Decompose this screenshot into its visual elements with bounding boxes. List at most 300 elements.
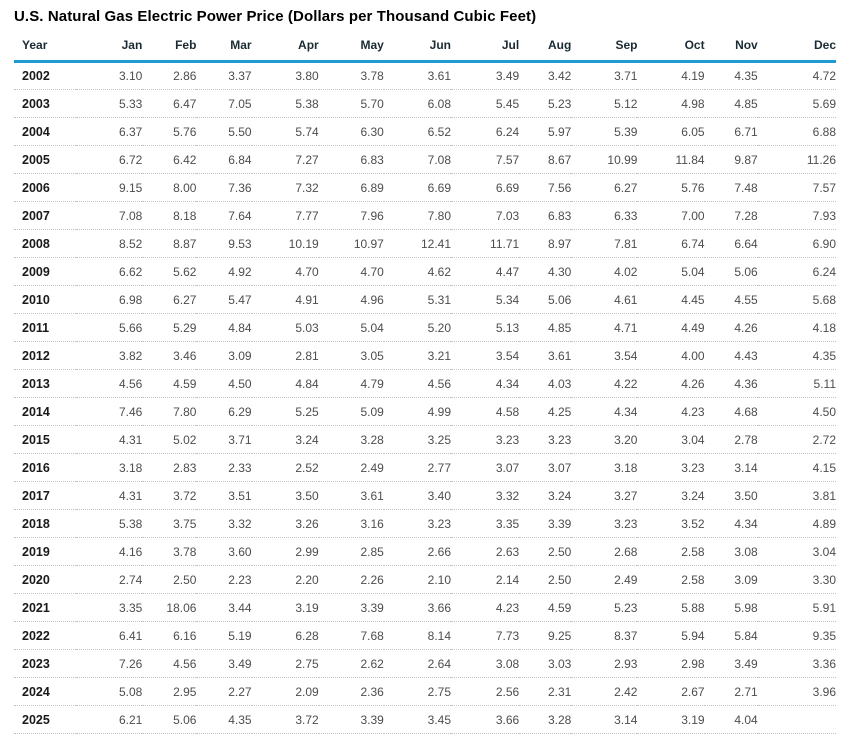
table-row	[14, 174, 836, 202]
value-cell: 5.62	[173, 264, 197, 279]
year-cell: 2005	[22, 152, 50, 167]
table-row	[14, 706, 836, 734]
value-cell: 8.18	[173, 208, 197, 223]
table-row	[14, 258, 836, 286]
value-cell: 5.38	[118, 516, 143, 531]
year-cell: 2015	[22, 432, 50, 447]
value-cell: 2.33	[228, 460, 252, 475]
table-row	[14, 426, 836, 454]
value-cell: 4.56	[118, 376, 143, 391]
value-cell: 7.80	[173, 404, 197, 419]
year-cell: 2011	[22, 320, 50, 335]
value-cell: 6.41	[118, 628, 143, 643]
value-cell: 3.16	[360, 516, 384, 531]
value-cell: 4.84	[295, 376, 319, 391]
value-cell: 8.00	[173, 180, 197, 195]
value-cell: 3.80	[295, 69, 319, 83]
year-cell: 2014	[22, 404, 50, 419]
value-cell: 6.24	[812, 264, 836, 279]
value-cell: 3.78	[360, 69, 384, 83]
value-cell: 7.48	[734, 180, 758, 195]
value-cell: 2.14	[495, 572, 520, 587]
value-cell: 5.76	[173, 124, 197, 139]
value-cell: 2.10	[427, 572, 452, 587]
value-cell: 2.75	[427, 684, 452, 699]
value-cell: 6.16	[173, 628, 197, 643]
table-row	[14, 482, 836, 510]
value-cell: 7.96	[360, 208, 384, 223]
value-cell: 2.31	[547, 684, 572, 699]
value-cell: 7.68	[360, 628, 384, 643]
value-cell: 2.68	[614, 544, 638, 559]
value-cell: 3.04	[681, 432, 705, 447]
table-row	[14, 118, 836, 146]
value-cell: 2.56	[495, 684, 520, 699]
value-cell: 4.61	[614, 292, 638, 307]
value-cell: 9.87	[734, 152, 758, 167]
value-cell: 3.05	[360, 348, 384, 363]
value-cell: 5.20	[427, 320, 452, 335]
value-cell: 2.72	[812, 432, 836, 447]
value-cell: 5.06	[173, 712, 197, 727]
year-cell: 2019	[22, 544, 50, 559]
value-cell: 6.52	[427, 124, 452, 139]
value-cell: 4.43	[734, 348, 758, 363]
value-cell: 5.38	[295, 96, 319, 111]
year-cell: 2013	[22, 376, 50, 391]
value-cell: 3.61	[360, 488, 384, 503]
table-row	[14, 650, 836, 678]
table-row	[14, 398, 836, 426]
value-cell: 4.34	[495, 376, 520, 391]
value-cell: 5.12	[614, 96, 638, 111]
table-row	[14, 62, 836, 90]
value-cell: 9.15	[118, 180, 143, 195]
value-cell: 9.25	[547, 628, 572, 643]
value-cell: 6.83	[360, 152, 384, 167]
value-cell: 11.71	[490, 236, 520, 251]
table-row	[14, 454, 836, 482]
value-cell: 5.34	[495, 292, 520, 307]
value-cell: 3.96	[812, 684, 836, 699]
value-cell: 4.18	[812, 320, 836, 335]
value-cell: 5.06	[547, 292, 572, 307]
value-cell: 4.96	[360, 292, 384, 307]
value-cell: 8.14	[427, 628, 452, 643]
year-cell: 2008	[22, 236, 50, 251]
value-cell: 6.30	[360, 124, 384, 139]
year-cell: 2006	[22, 180, 50, 195]
value-cell: 3.49	[495, 69, 520, 83]
value-cell: 3.08	[734, 544, 758, 559]
value-cell: 9.53	[228, 236, 252, 251]
value-cell: 4.59	[173, 376, 197, 391]
value-cell: 4.31	[118, 432, 143, 447]
table-row	[14, 286, 836, 314]
value-cell: 5.04	[360, 320, 384, 335]
value-cell: 3.25	[427, 432, 452, 447]
value-cell: 4.23	[681, 404, 705, 419]
col-header-jun: Jun	[384, 32, 451, 62]
value-cell: 3.21	[427, 348, 452, 363]
value-cell: 6.24	[495, 124, 520, 139]
value-cell: 6.90	[812, 236, 836, 251]
value-cell: 6.98	[118, 292, 143, 307]
value-cell: 2.64	[427, 656, 452, 671]
value-cell: 5.69	[812, 96, 836, 111]
value-cell: 2.09	[295, 684, 319, 699]
value-cell: 7.57	[812, 180, 836, 195]
value-cell: 2.98	[681, 656, 705, 671]
value-cell: 8.87	[173, 236, 197, 251]
value-cell: 5.33	[118, 96, 143, 111]
value-cell: 4.70	[360, 264, 384, 279]
value-cell: 5.11	[813, 376, 836, 391]
value-cell: 8.67	[547, 152, 572, 167]
value-cell: 4.31	[118, 488, 143, 503]
value-cell: 7.64	[228, 208, 252, 223]
year-cell: 2018	[22, 516, 50, 531]
table-row	[14, 538, 836, 566]
year-cell: 2023	[22, 656, 50, 671]
col-header-dec: Dec	[758, 32, 836, 62]
value-cell: 3.44	[228, 600, 252, 615]
value-cell: 4.58	[495, 404, 520, 419]
value-cell: 5.04	[681, 264, 705, 279]
col-header-jan: Jan	[76, 32, 142, 62]
value-cell: 3.81	[812, 488, 836, 503]
value-cell: 4.26	[734, 320, 758, 335]
year-cell: 2024	[22, 684, 50, 699]
value-cell: 7.36	[228, 180, 252, 195]
value-cell: 3.35	[495, 516, 520, 531]
value-cell: 6.08	[427, 96, 452, 111]
value-cell: 3.24	[295, 432, 319, 447]
value-cell: 3.37	[228, 69, 252, 83]
value-cell: 4.19	[681, 69, 705, 83]
value-cell: 3.50	[734, 488, 758, 503]
value-cell: 3.39	[360, 712, 384, 727]
value-cell: 2.20	[295, 572, 319, 587]
value-cell: 7.93	[812, 208, 836, 223]
value-cell: 7.00	[681, 208, 705, 223]
value-cell: 3.40	[427, 488, 452, 503]
value-cell: 5.06	[734, 264, 758, 279]
value-cell: 2.26	[360, 572, 384, 587]
value-cell: 3.39	[360, 600, 384, 615]
value-cell: 7.08	[427, 152, 452, 167]
value-cell: 4.50	[228, 376, 252, 391]
value-cell: 4.45	[681, 292, 705, 307]
value-cell: 5.76	[681, 180, 705, 195]
value-cell: 5.02	[173, 432, 197, 447]
year-cell: 2004	[22, 124, 50, 139]
year-cell: 2016	[22, 460, 50, 475]
value-cell: 6.69	[427, 180, 452, 195]
value-cell: 4.35	[812, 348, 836, 363]
value-cell: 4.84	[228, 320, 252, 335]
value-cell: 3.10	[118, 69, 143, 83]
value-cell: 5.29	[173, 320, 197, 335]
value-cell: 2.50	[547, 572, 572, 587]
value-cell: 4.34	[614, 404, 638, 419]
value-cell: 2.49	[360, 460, 384, 475]
value-cell: 2.50	[547, 544, 572, 559]
value-cell: 6.64	[734, 236, 758, 251]
value-cell: 6.74	[681, 236, 705, 251]
table-row	[14, 678, 836, 706]
value-cell: 2.67	[681, 684, 705, 699]
value-cell: 4.15	[812, 460, 836, 475]
value-cell: 7.26	[118, 656, 143, 671]
value-cell: 3.39	[547, 516, 572, 531]
header-row	[14, 32, 836, 62]
value-cell: 5.08	[118, 684, 143, 699]
value-cell: 2.99	[295, 544, 319, 559]
value-cell: 6.84	[228, 152, 252, 167]
value-cell: 7.81	[614, 236, 638, 251]
year-cell: 2017	[22, 488, 50, 503]
value-cell: 5.68	[812, 292, 836, 307]
value-cell: 2.81	[295, 348, 319, 363]
value-cell: 2.49	[614, 572, 638, 587]
table-row	[14, 90, 836, 118]
value-cell: 3.71	[614, 69, 638, 83]
col-header-sep: Sep	[571, 32, 637, 62]
value-cell: 4.79	[360, 376, 384, 391]
value-cell: 4.91	[295, 292, 319, 307]
value-cell: 6.71	[734, 124, 758, 139]
col-header-mar: Mar	[196, 32, 251, 62]
value-cell: 3.18	[118, 460, 143, 475]
value-cell: 6.42	[173, 152, 197, 167]
value-cell: 3.07	[547, 460, 572, 475]
year-cell: 2003	[22, 96, 50, 111]
year-cell: 2007	[22, 208, 50, 223]
value-cell: 3.45	[427, 712, 452, 727]
value-cell: 6.62	[118, 264, 143, 279]
value-cell: 6.21	[118, 712, 143, 727]
value-cell: 3.23	[547, 432, 572, 447]
value-cell: 3.82	[118, 348, 143, 363]
value-cell: 3.19	[295, 600, 319, 615]
value-cell: 4.04	[734, 712, 758, 727]
value-cell: 2.50	[173, 572, 197, 587]
value-cell: 4.85	[547, 320, 572, 335]
value-cell: 5.09	[360, 404, 384, 419]
value-cell: 4.70	[295, 264, 319, 279]
value-cell: 5.19	[228, 628, 252, 643]
value-cell: 6.69	[495, 180, 520, 195]
value-cell: 7.80	[427, 208, 452, 223]
value-cell: 3.61	[427, 69, 452, 83]
value-cell: 6.88	[812, 124, 836, 139]
value-cell: 7.56	[547, 180, 572, 195]
value-cell: 3.19	[681, 712, 705, 727]
value-cell: 3.66	[495, 712, 520, 727]
value-cell: 3.28	[547, 712, 572, 727]
table-row	[14, 370, 836, 398]
value-cell: 5.23	[547, 96, 572, 111]
value-cell: 2.86	[173, 69, 197, 83]
value-cell: 3.07	[495, 460, 520, 475]
value-cell: 5.98	[734, 600, 758, 615]
value-cell: 3.78	[173, 544, 197, 559]
page-title: U.S. Natural Gas Electric Power Price (Dollars per Thousand Cubic Feet)	[14, 8, 537, 25]
col-header-nov: Nov	[705, 32, 758, 62]
value-cell: 3.24	[681, 488, 705, 503]
table-row	[14, 342, 836, 370]
value-cell: 3.23	[681, 460, 705, 475]
col-header-may: May	[319, 32, 384, 62]
value-cell: 4.26	[681, 376, 705, 391]
value-cell: 3.72	[295, 712, 319, 727]
value-cell: 7.27	[295, 152, 319, 167]
value-cell: 3.72	[173, 488, 197, 503]
col-header-feb: Feb	[142, 32, 196, 62]
value-cell: 4.89	[812, 516, 836, 531]
table-row	[14, 566, 836, 594]
col-header-jul: Jul	[451, 32, 519, 62]
value-cell: 4.98	[681, 96, 705, 111]
value-cell: 7.28	[734, 208, 758, 223]
value-cell: 2.78	[734, 432, 758, 447]
year-cell: 2020	[22, 572, 50, 587]
value-cell: 3.52	[681, 516, 705, 531]
value-cell: 2.23	[228, 572, 252, 587]
value-cell: 7.32	[295, 180, 319, 195]
year-cell: 2002	[22, 69, 50, 83]
value-cell	[758, 706, 836, 734]
value-cell: 3.24	[547, 488, 572, 503]
value-cell: 6.28	[295, 628, 319, 643]
value-cell: 12.41	[420, 236, 452, 251]
value-cell: 4.25	[547, 404, 572, 419]
value-cell: 2.71	[734, 684, 758, 699]
value-cell: 5.66	[118, 320, 143, 335]
value-cell: 4.00	[681, 348, 705, 363]
value-cell: 4.55	[734, 292, 758, 307]
value-cell: 7.77	[295, 208, 319, 223]
value-cell: 4.22	[614, 376, 638, 391]
table-row	[14, 594, 836, 622]
table-row	[14, 230, 836, 258]
value-cell: 3.08	[495, 656, 520, 671]
col-header-apr: Apr	[252, 32, 319, 62]
value-cell: 2.62	[360, 656, 384, 671]
value-cell: 5.97	[547, 124, 572, 139]
year-cell: 2010	[22, 292, 50, 307]
value-cell: 6.05	[681, 124, 705, 139]
value-cell: 5.74	[295, 124, 319, 139]
table-row	[14, 510, 836, 538]
value-cell: 8.37	[614, 628, 638, 643]
value-cell: 3.30	[812, 572, 836, 587]
value-cell: 10.97	[353, 236, 384, 251]
value-cell: 3.28	[360, 432, 384, 447]
value-cell: 4.30	[547, 264, 572, 279]
value-cell: 11.26	[806, 152, 836, 167]
value-cell: 5.88	[681, 600, 705, 615]
value-cell: 2.75	[295, 656, 319, 671]
value-cell: 3.75	[173, 516, 197, 531]
value-cell: 3.54	[614, 348, 638, 363]
value-cell: 3.04	[812, 544, 836, 559]
value-cell: 5.70	[360, 96, 384, 111]
value-cell: 8.97	[547, 236, 572, 251]
value-cell: 7.46	[118, 404, 143, 419]
value-cell: 3.32	[495, 488, 520, 503]
value-cell: 4.59	[547, 600, 572, 615]
value-cell: 3.61	[547, 348, 572, 363]
table-row	[14, 202, 836, 230]
value-cell: 3.49	[228, 656, 252, 671]
value-cell: 4.56	[173, 656, 197, 671]
value-cell: 3.35	[118, 600, 143, 615]
value-cell: 4.35	[734, 69, 758, 83]
value-cell: 5.31	[427, 292, 452, 307]
value-cell: 7.73	[495, 628, 520, 643]
value-cell: 5.45	[495, 96, 520, 111]
value-cell: 4.50	[812, 404, 836, 419]
value-cell: 3.54	[495, 348, 520, 363]
value-cell: 2.95	[173, 684, 197, 699]
value-cell: 2.63	[495, 544, 520, 559]
value-cell: 5.91	[812, 600, 836, 615]
value-cell: 6.29	[228, 404, 252, 419]
value-cell: 7.57	[495, 152, 520, 167]
value-cell: 3.03	[547, 656, 572, 671]
value-cell: 3.60	[228, 544, 252, 559]
year-cell: 2022	[22, 628, 50, 643]
year-cell: 2012	[22, 348, 50, 363]
value-cell: 4.49	[681, 320, 705, 335]
value-cell: 6.72	[118, 152, 143, 167]
value-cell: 5.13	[495, 320, 520, 335]
value-cell: 3.66	[427, 600, 452, 615]
value-cell: 5.39	[614, 124, 638, 139]
value-cell: 4.23	[495, 600, 520, 615]
col-header-year: Year	[14, 32, 76, 62]
value-cell: 4.16	[118, 544, 143, 559]
value-cell: 6.83	[547, 208, 572, 223]
value-cell: 3.18	[614, 460, 638, 475]
value-cell: 3.36	[812, 656, 836, 671]
table-row	[14, 314, 836, 342]
value-cell: 5.03	[295, 320, 319, 335]
value-cell: 6.89	[360, 180, 384, 195]
value-cell: 4.35	[228, 712, 252, 727]
value-cell: 4.36	[734, 376, 758, 391]
value-cell: 2.58	[681, 544, 705, 559]
value-cell: 4.62	[427, 264, 452, 279]
year-cell: 2009	[22, 264, 50, 279]
value-cell: 3.14	[734, 460, 758, 475]
value-cell: 3.71	[228, 432, 252, 447]
value-cell: 3.23	[495, 432, 520, 447]
value-cell: 4.92	[228, 264, 252, 279]
year-cell: 2021	[22, 600, 50, 615]
value-cell: 2.74	[118, 572, 143, 587]
value-cell: 2.85	[360, 544, 384, 559]
value-cell: 4.56	[427, 376, 452, 391]
value-cell: 6.37	[118, 124, 143, 139]
table-body	[14, 62, 836, 734]
value-cell: 6.27	[173, 292, 197, 307]
value-cell: 3.50	[295, 488, 319, 503]
value-cell: 6.33	[614, 208, 638, 223]
value-cell: 9.35	[812, 628, 836, 643]
